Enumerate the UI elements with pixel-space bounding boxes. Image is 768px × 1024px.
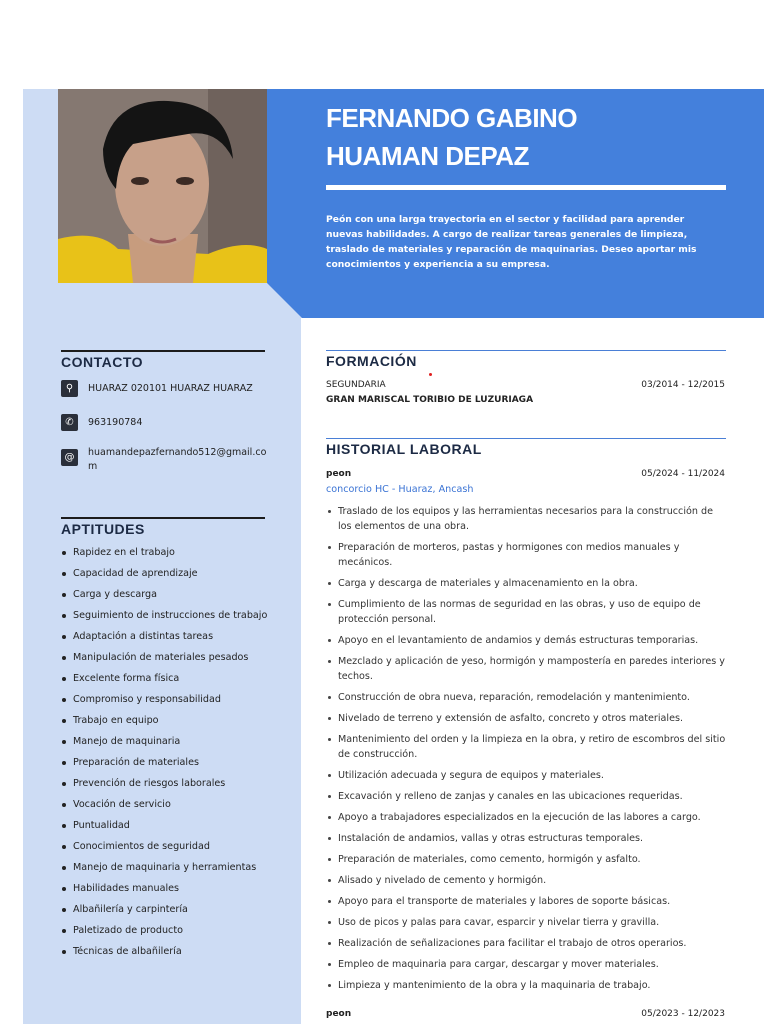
portrait-image bbox=[58, 89, 267, 283]
list-item: Seguimiento de instrucciones de trabajo bbox=[61, 608, 271, 623]
list-item: Preparación de materiales bbox=[61, 755, 271, 770]
candidate-name bbox=[326, 99, 726, 175]
list-item: Instalación de andamios, vallas y otras estructuras temporales. bbox=[326, 831, 726, 846]
red-mark bbox=[429, 373, 432, 376]
skills-heading: APTITUDES bbox=[61, 517, 265, 537]
profile-summary: Peón con una larga trayectoria en el sector y facilidad para aprender nuevas habilidades. A cargo de realizar tareas generales de limpieza, traslado de materiales y reparación de maquinarias. Deseo aportar mis conocimientos y experiencia a su empresa. bbox=[326, 214, 697, 270]
education-dates: 03/2014 - 12/2015 bbox=[641, 380, 725, 390]
contact-heading: CONTACTO bbox=[61, 350, 265, 370]
education-heading: FORMACIÓN bbox=[326, 350, 726, 369]
resume-page bbox=[23, 89, 764, 1024]
list-item: Vocación de servicio bbox=[61, 797, 271, 812]
email-text: huamandepazfernando512@gmail.com bbox=[88, 447, 267, 472]
name-divider bbox=[326, 185, 726, 190]
list-item: Construcción de obra nueva, reparación, remodelación y mantenimiento. bbox=[326, 690, 726, 705]
list-item: Apoyo para el transporte de materiales y labores de soporte básicas. bbox=[326, 894, 726, 909]
list-item: Adaptación a distintas tareas bbox=[61, 629, 271, 644]
list-item: Paletizado de producto bbox=[61, 923, 271, 938]
list-item: Manejo de maquinaria bbox=[61, 734, 271, 749]
header-notch bbox=[267, 283, 302, 318]
list-item: Limpieza y mantenimiento de la obra y la maquinaria de trabajo. bbox=[326, 978, 726, 993]
address-text: HUARAZ 020101 HUARAZ HUARAZ bbox=[88, 383, 253, 394]
profile-photo bbox=[58, 89, 267, 283]
list-item: Prevención de riesgos laborales bbox=[61, 776, 271, 791]
job-company: concorcio HC - Huaraz, Ancash bbox=[326, 484, 474, 495]
job-dates-2: 05/2023 - 12/2023 bbox=[641, 1009, 725, 1019]
list-item: Preparación de materiales, como cemento, hormigón y asfalto. bbox=[326, 852, 726, 867]
list-item: Realización de señalizaciones para facilitar el trabajo de otros operarios. bbox=[326, 936, 726, 951]
phone-text: 963190784 bbox=[88, 417, 143, 428]
list-item: Carga y descarga de materiales y almacenamiento en la obra. bbox=[326, 576, 726, 591]
list-item: Manipulación de materiales pesados bbox=[61, 650, 271, 665]
phone-icon: ✆ bbox=[61, 414, 78, 431]
list-item: Técnicas de albañilería bbox=[61, 944, 271, 959]
list-item: Nivelado de terreno y extensión de asfalto, concreto y otros materiales. bbox=[326, 711, 726, 726]
job-dates: 05/2024 - 11/2024 bbox=[641, 469, 725, 479]
list-item: Excelente forma física bbox=[61, 671, 271, 686]
list-item: Cumplimiento de las normas de seguridad en las obras, y uso de equipo de protección personal. bbox=[326, 597, 726, 627]
list-item: Alisado y nivelado de cemento y hormigón. bbox=[326, 873, 726, 888]
location-icon: ⚲ bbox=[61, 380, 78, 397]
name-line-1: FERNANDO GABINO bbox=[326, 103, 578, 133]
list-item: Apoyo a trabajadores especializados en la ejecución de las labores a cargo. bbox=[326, 810, 726, 825]
list-item: Preparación de morteros, pastas y hormigones con medios manuales y mecánicos. bbox=[326, 540, 726, 570]
job-duties-list bbox=[326, 504, 726, 999]
list-item: Puntualidad bbox=[61, 818, 271, 833]
list-item: Apoyo en el levantamiento de andamios y demás estructuras temporarias. bbox=[326, 633, 726, 648]
list-item: Capacidad de aprendizaje bbox=[61, 566, 271, 581]
email-icon: @ bbox=[61, 449, 78, 466]
list-item: Compromiso y responsabilidad bbox=[61, 692, 271, 707]
education-school: GRAN MARISCAL TORIBIO DE LUZURIAGA bbox=[326, 395, 534, 405]
list-item: Mantenimiento del orden y la limpieza en la obra, y retiro de escombros del sitio de construcción. bbox=[326, 732, 726, 762]
list-item: Traslado de los equipos y las herramientas necesarios para la construcción de los elementos de una obra. bbox=[326, 504, 726, 534]
list-item: Conocimientos de seguridad bbox=[61, 839, 271, 854]
list-item: Utilización adecuada y segura de equipos y materiales. bbox=[326, 768, 726, 783]
list-item: Empleo de maquinaria para cargar, descargar y mover materiales. bbox=[326, 957, 726, 972]
list-item: Uso de picos y palas para cavar, esparcir y nivelar tierra y gravilla. bbox=[326, 915, 726, 930]
list-item: Manejo de maquinaria y herramientas bbox=[61, 860, 271, 875]
list-item: Habilidades manuales bbox=[61, 881, 271, 896]
job-role: peon bbox=[326, 469, 352, 479]
list-item: Trabajo en equipo bbox=[61, 713, 271, 728]
list-item: Albañilería y carpintería bbox=[61, 902, 271, 917]
education-level: SEGUNDARIA bbox=[326, 380, 386, 390]
list-item: Rapidez en el trabajo bbox=[61, 545, 271, 560]
list-item: Carga y descarga bbox=[61, 587, 271, 602]
name-line-2: HUAMAN DEPAZ bbox=[326, 141, 529, 171]
skills-list bbox=[61, 545, 271, 965]
list-item: Mezclado y aplicación de yeso, hormigón y mampostería en paredes interiores y techos. bbox=[326, 654, 726, 684]
job-role-2: peon bbox=[326, 1009, 352, 1019]
work-heading: HISTORIAL LABORAL bbox=[326, 438, 726, 457]
list-item: Excavación y relleno de zanjas y canales en las ubicaciones requeridas. bbox=[326, 789, 726, 804]
